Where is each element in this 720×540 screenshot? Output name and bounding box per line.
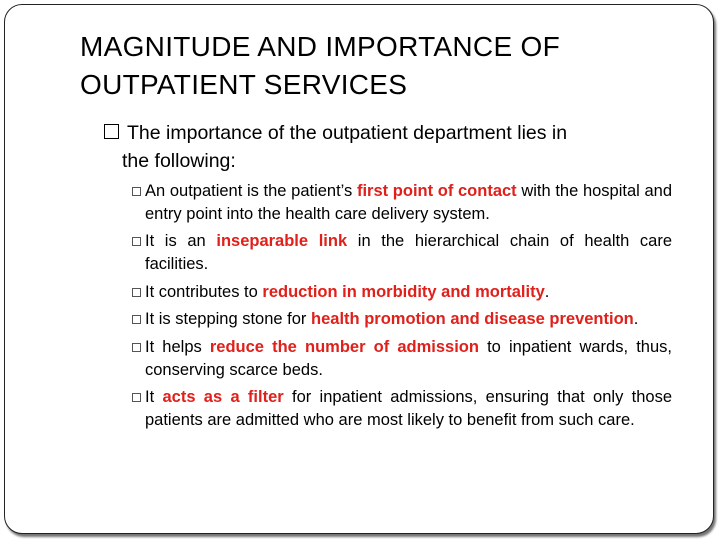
item-text: to inpatient wards, thus, conserving scarce beds. xyxy=(145,337,672,379)
list-item xyxy=(132,180,672,226)
item-text: It contributes to xyxy=(145,282,263,301)
title-line-1: MAGNITUDE AND IMPORTANCE OF xyxy=(80,31,560,62)
square-bullet-icon xyxy=(132,393,141,402)
item-text: It is stepping stone for xyxy=(145,310,312,329)
square-bullet-icon xyxy=(132,315,141,324)
item-highlight: health promotion and disease prevention xyxy=(311,310,634,329)
item-highlight: acts as a filter xyxy=(162,387,284,406)
lead-line-2: the following: xyxy=(122,150,236,172)
list-item xyxy=(132,386,672,432)
item-text: . xyxy=(633,310,639,329)
list-item xyxy=(132,230,672,276)
square-bullet-icon xyxy=(132,187,141,196)
list-item xyxy=(132,336,672,382)
item-text: in the hierarchical chain of health care facilities. xyxy=(145,232,673,274)
item-text: It helps xyxy=(145,337,210,356)
item-highlight: first point of contact xyxy=(356,182,517,200)
square-bullet-icon xyxy=(132,288,141,297)
item-text: . xyxy=(544,282,550,301)
square-bullet-icon xyxy=(132,343,141,352)
list-item xyxy=(132,281,672,304)
lead-line-1: The importance of the outpatient department lies in xyxy=(127,122,568,144)
title-line-2: OUTPATIENT SERVICES xyxy=(80,69,408,100)
item-text: It is an xyxy=(145,232,217,251)
item-highlight: reduce the number of admission xyxy=(209,337,479,356)
item-text: It xyxy=(145,387,163,406)
square-bullet-icon xyxy=(132,237,141,246)
square-bullet-icon xyxy=(104,124,119,139)
slide-title xyxy=(80,28,560,104)
list-item xyxy=(132,308,672,331)
item-text: for inpatient admissions, ensuring that only those patients are admitted who are most likely to benefit from such care. xyxy=(145,387,672,429)
lead-bullet xyxy=(104,119,684,175)
item-highlight: inseparable link xyxy=(216,232,348,251)
sub-bullet-list xyxy=(132,180,672,436)
item-text: with the hospital and entry point into the health care delivery system. xyxy=(145,182,672,223)
item-highlight: reduction in morbidity and mortality xyxy=(262,282,545,301)
item-text: An outpatient is the patient’s xyxy=(145,182,357,200)
